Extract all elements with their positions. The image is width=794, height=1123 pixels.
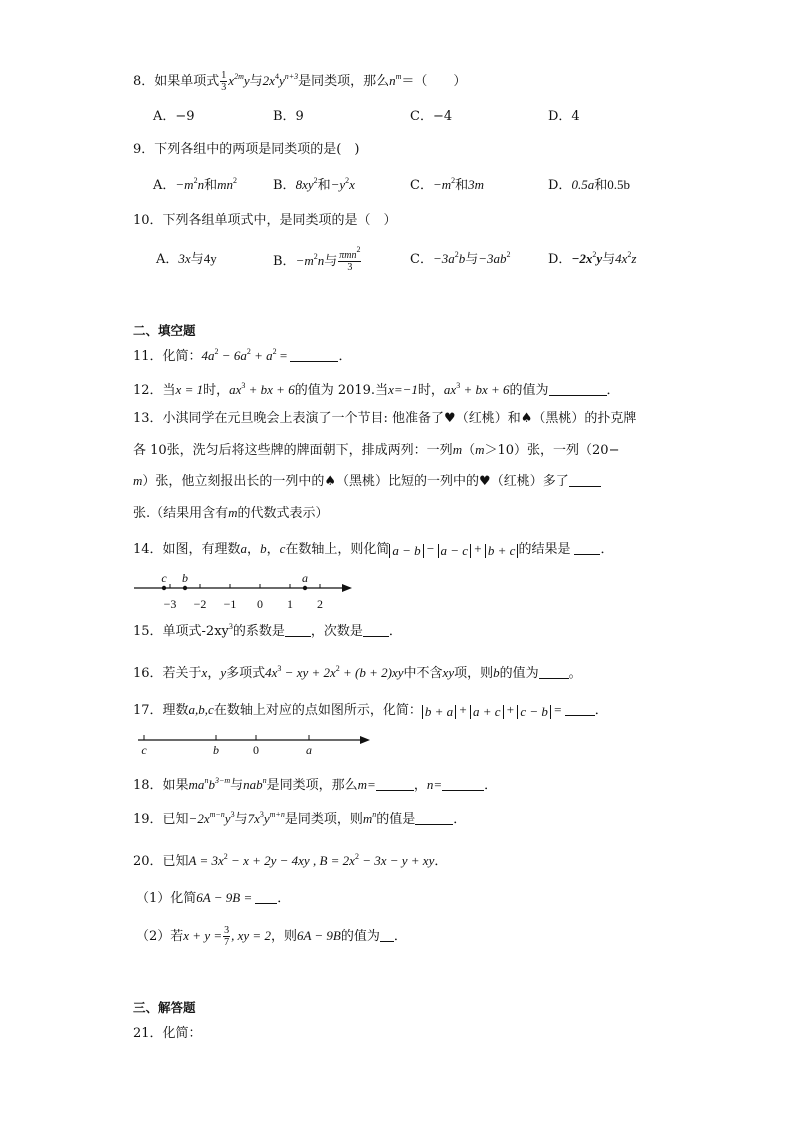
q17-tick-label: c <box>141 743 147 757</box>
q8-option-b[interactable]: B．9 <box>273 109 304 124</box>
q18-m-blank[interactable] <box>376 778 414 791</box>
q14-point-a <box>303 586 307 590</box>
q13-answer-blank[interactable] <box>569 474 601 487</box>
q8-option-a[interactable]: A．−9 <box>153 109 195 124</box>
q9-option-b[interactable]: B．$8xy^2$和$-y^2x$ <box>273 176 355 193</box>
q14-number-line <box>130 572 360 614</box>
q14-point-label-a: a <box>302 572 308 585</box>
q14-answer-blank[interactable] <box>574 542 600 555</box>
q10-option-d[interactable]: D．$-2x^2y$与$4x^2z$ <box>548 250 637 267</box>
question-13-line-1: 13．小淇同学在元旦晚会上表演了一个节目: 他准备了♥（红桃）和♠（黑桃）的扑克牌 <box>133 411 637 426</box>
q19-answer-blank[interactable] <box>415 812 453 825</box>
q14-tick-label: 0 <box>257 597 263 611</box>
question-20: 20．已知$A = 3x^2 - x + 2y - 4xy$ , $B = 2x^2 - 3x - y$ + xy． <box>133 852 448 869</box>
question-20-part-1: （1）化简6A − 9B = ． <box>136 890 291 906</box>
q11-answer-blank[interactable] <box>290 349 338 362</box>
question-11: 11．化简：$4a^2 - 6a^2 + a^2$ = ． <box>133 347 352 364</box>
q14-point-b <box>183 586 187 590</box>
question-13-line-4: 张.（结果用含有m的代数式表示） <box>133 505 329 521</box>
question-8: 8．如果单项式 $\frac{1}{3}$ $x^{2m}y$与$2x^4y^{n+3}$是同类项，那么$n^m=$（ ） <box>133 70 467 93</box>
q18-n-blank[interactable] <box>442 778 484 791</box>
question-16: 16．若关于x，y多项式$4x^3$ − xy + $2x^2 + (b + 2)xy$中不含xy项，则b的值为 。 <box>133 664 582 681</box>
q17-tick-label: a <box>306 743 312 757</box>
question-15: 15．单项式$-2xy^3$的系数是 ，次数是 ． <box>133 622 402 639</box>
question-14: 14．如图，有理数a，b，c在数轴上，则化简 a − b − a − c + b + c 的结果是 ． <box>133 541 614 558</box>
q9-option-d[interactable]: D．0.5a和0.5b <box>548 177 630 193</box>
q8-option-d[interactable]: D．4 <box>548 109 580 124</box>
q17-tick-label: 0 <box>253 743 259 757</box>
q9-option-c[interactable]: C．$-m^2$和3m <box>410 176 485 193</box>
section-fill-blank-title: 二、填空题 <box>133 323 196 338</box>
q20-part2-blank[interactable] <box>380 929 394 942</box>
q10-option-a[interactable]: A．3x与4y <box>156 251 217 267</box>
q8-option-c[interactable]: C．−4 <box>410 109 453 124</box>
q16-answer-blank[interactable] <box>539 666 569 679</box>
question-13-line-2: 各 10张，洗匀后将这些牌的牌面朝下，排成两列：一列m（m＞10）张，一列（20− <box>133 442 620 458</box>
q20-part1-blank[interactable] <box>255 891 277 904</box>
q14-tick-label: −3 <box>163 597 177 611</box>
question-19: 19．已知$-2x^{m-n}y^3$与$7x^3y^{m+n}$是同类项，则$m^n$的值是 ． <box>133 810 467 827</box>
question-21: 21．化简： <box>133 1026 202 1041</box>
q9-option-a[interactable]: A．$-m^2n$和$mn^2$ <box>153 176 237 193</box>
section-answer-title: 三、解答题 <box>133 1000 196 1015</box>
question-18: 18．如果$ma^nb^{3-m}$与nab$^n$是同类项，那么m= ，n= ． <box>133 776 498 793</box>
q14-point-label-c: c <box>161 572 167 585</box>
q17-number-line <box>134 730 374 758</box>
question-13-line-3: m）张，他立刻报出长的一列中的♠（黑桃）比短的一列中的♥（红桃）多了 <box>133 472 601 491</box>
question-12: 12．当x = 1时，$ax^3$ + bx + 6的值为 2019.当x=−1时，$ax^3$ + bx + 6的值为 ． <box>133 381 620 398</box>
q14-tick-label: 1 <box>287 597 293 611</box>
q14-tick-label: −2 <box>193 597 207 611</box>
q10-option-c[interactable]: C．$-3a^2b$与$-3ab^2$ <box>410 250 511 267</box>
question-10: 10．下列各组单项式中，是同类项的是（ ） <box>133 213 397 228</box>
question-9: 9．下列各组中的两项是同类项的是( ) <box>133 142 360 157</box>
q14-point-label-b: b <box>182 572 188 585</box>
q10-option-b[interactable]: B．$-m^2n$与 $\frac{\pi mn^2}{3}$ <box>273 245 361 273</box>
q15-degree-blank[interactable] <box>363 624 389 637</box>
q17-answer-blank[interactable] <box>565 703 595 716</box>
q12-answer-blank[interactable] <box>549 383 607 396</box>
q14-tick-label: −1 <box>223 597 237 611</box>
question-20-part-2: （2）若x + y = $\frac{3}{7}$ , xy = 2，则6A − 9B的值为 ． <box>136 925 407 948</box>
q14-point-c <box>162 586 166 590</box>
q17-tick-label: b <box>213 743 219 757</box>
question-17: 17．理数a,b,c在数轴上对应的点如图所示，化简： b + a + a + c + c − b = ． <box>133 702 608 719</box>
q14-tick-label: 2 <box>317 597 323 611</box>
q15-coefficient-blank[interactable] <box>285 624 311 637</box>
